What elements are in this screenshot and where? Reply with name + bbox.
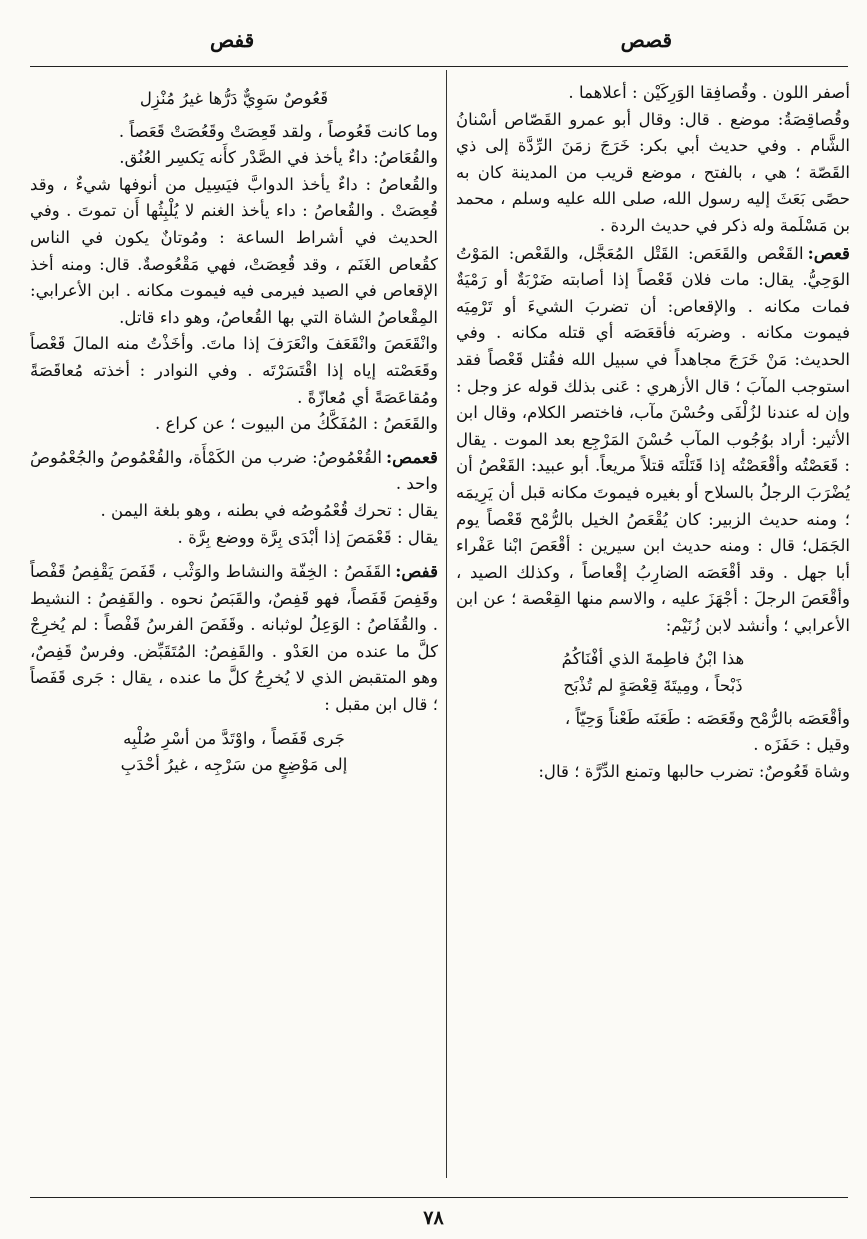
paragraph: والقَعَصُ : المُفَكَّكُ من البيوت ؛ عن كراع . [154,414,438,434]
bottom-rule [30,1197,848,1198]
running-head-right: قصص [620,28,672,52]
entry-body [456,240,850,640]
left-column [30,80,438,1185]
paragraph: وأقْعَصَه بالرُّمْح وقَعَصَه : طَعَنَه طَعْناً وَحِيّاً ، [564,708,850,728]
verse [456,646,850,699]
column-divider [446,70,447,1178]
verse [30,86,438,113]
entry-text: القَفَصُ : الخِفّة والنشاط والوَثْب ، قَفَصَ يَقْفِصُ قَفْصاً وقَفِصَ قَفَصاً، فهو قَفِصٌ، والقَبَصُ نحوه . والقَفِصُ : النشيط . والقُفَاصُ : الوَعِلُ لوثبانه . وقَفَصَ الفرسُ قَفْصاً : لم يُخرِجْ كلَّ ما عنده من العَدْو . والقَفِصُ: المُتَقَبِّض. وفرسٌ قَفِصٌ، وهو المتقبض الذي لا يُخرِجُ كلَّ ما عنده ، يقال : جَرى قَفَصاً ؛ قال ابن مقبل : [30,562,438,715]
entry-headword: قفص: [395,561,438,582]
paragraph: وقيل : حَفَزَه . [753,735,850,755]
right-continuation [456,80,850,240]
entry-body [30,444,438,498]
verse-line: إلى مَوْضِعٍ من سَرْجِه ، غيرُ أحْدَبِ [120,755,348,775]
top-rule [30,66,848,67]
right-after-verse [456,706,850,786]
paragraph: أصفر اللون . وقُصافِقا الوَرِكَيْن : أعلاهما . [568,83,850,102]
dictionary-entry [456,240,850,640]
left-continuation [30,119,438,438]
entry-headword: قعص: [807,242,850,263]
paragraph: والقُعَاصُ: داءٌ يأخذ في الصَّدْر كأَنه يَكسِر العُنُق. [119,148,438,168]
entry-text: القَعْص والقَعَص: القَتْل المُعَجَّل، والقَعْص: المَوْتُ الوَحِيُّ. يقال: مات فلان قَعْصاً إذا أصابته ضَرْبَةٌ أو رَمْيَةٌ فمات مكانه . والإقعاص: أن تضربَ الشيءَ أو تَرْمِيَه فيموت مكانه . وضربَه فأقعَصَه أي قتله مكانه . وفي الحديث: مَنْ خَرَجَ مجاهداً في سبيل الله فقُتل قَعْصاً فقد استوجب المآبَ ؛ قال الأزهري : عَنى بذلك قوله عز وجل : وإن له عندنا لزُلْفَى وحُسْنَ مآب، فاختصر الكلام، وقال ابن الأثير: أراد بوُجُوب المآب حُسْنَ المَرْجِع بعد الموت . يقال : قَعَصْتُه وأقْعَصْتُه إذا قَتَلْتَه قتلاً مريعاً. أبو عبيد: القَعْصُ أن يُضْرَبَ الرجلُ بالسلاح أو بغيره فيموتَ مكانه قبل أن يَرِيمَه ؛ ومنه حديث الزبير: كان يُقْعَصُ الخيل بالرُّمْح قَعْصاً يوم الجَمَل؛ قال : ومنه حديث ابن سيرين : أقْعَصَ ابْنا عَفْراء أبا جهل . وقد أقْعَصَه الضارِبُ إقْعاصاً ، وكذلك الصيد ، وأقْعَصَ الرجلَ : أجْهَزَ عليه ، والاسم منها القِعْصة ؛ عن ابن الأعرابي ؛ وأنشد لابن زُنَيْم: [456,243,850,635]
paragraph: وشاة قَعُوصٌ: تضرب حالبها وتمنع الدِّرَّة ؛ قال: [538,761,850,781]
verse [30,726,438,779]
verse-line: هذا ابْنُ فاطِمةَ الذي أفْنَاكُمُ [561,649,745,669]
running-head-left: قفص [210,28,255,52]
verse-line: ذَبْحاً ، ومِيتَةَ قِعْصَةٍ لم تُذْبَح [563,676,743,696]
entry-headword: قعمص: [386,446,438,467]
right-column [456,80,850,1185]
paragraph: وقُصاقِصَةُ: موضع . قال: وقال أبو عمرو القَصّاص أسْنانُ الشَّام . وفي حديث أبي بكر: خَرَجَ زمَنَ الرِّدَّة إلى ذي القَصّة ؛ هي ، بالفتح ، موضع قريب من المدينة كان به حصًى بَعَثَ إليه رسول الله، صلى الله عليه وسلم ، محمد بن مَسْلَمة وله ذكر في حديث الردة . [456,109,850,235]
paragraph: والقُعاصُ : داءٌ يأخذ الدوابَّ فيَسِيل من أنوفها شيءٌ ، وقد قُعِصَتْ . والقُعاصُ : داء يأخذ الغنم لا يُلْبِثُها أَن تموتَ . وفي الحديث في أشراط الساعة : ومُوتانٌ يكون في الناس كقُعاص الغَنَم ، وقد قُعِصَتْ، فهي مَقْعُوصةٌ. قال: ومنه أخذ الإقعاص في الصيد فيرمى فيه فيموت مكانه . ابن الأعرابي: المِقْعاصُ الشاة التي بها القُعاصُ، وهو داء قاتل. [30,174,438,327]
page-number: ٧٨ [423,1207,444,1229]
paragraph: وما كانت قَعُوصاً ، ولقد قَعِصَتْ وقَعُصَتْ قَعَصاً . [118,121,438,141]
paragraph: وانْقَعَصَ وانْقَعَفَ وانْعَرَفَ إذا ماتَ. وأخَذْتُ منه المالَ قَعْصاً وقَعَصْته إياه إذا اقْتَسَرْتَه . وفي النوادر : أخذته مُعاقَصَةً ومُقاعَصَةً أي مُعازّةً . [30,334,438,407]
verse-line: قَعُوصٌ سَوِيٌّ دَرُّها غيرُ مُنْزِل [139,89,329,108]
dictionary-entry [30,444,438,551]
entry-text: القُعْمُوصُ: ضرب من الكَمْأَة، والقُعْمُوصُ والجُعْمُوصُ واحد . [30,447,438,494]
entry-line: يقال : قَعْمَصَ إذا أبْدَى بِرَّة ووضع بِرَّة . [177,527,438,547]
entry-body [30,558,438,719]
running-header [0,28,867,64]
entry-line: يقال : تحرك قُعْمُوصُه في بطنه ، وهو بلغة اليمن . [100,500,438,520]
verse-line: جَرى قَفَصاً ، واوْتَدَّ من أسْرِ صُلْبِه [123,728,345,748]
dictionary-entry [30,558,438,719]
